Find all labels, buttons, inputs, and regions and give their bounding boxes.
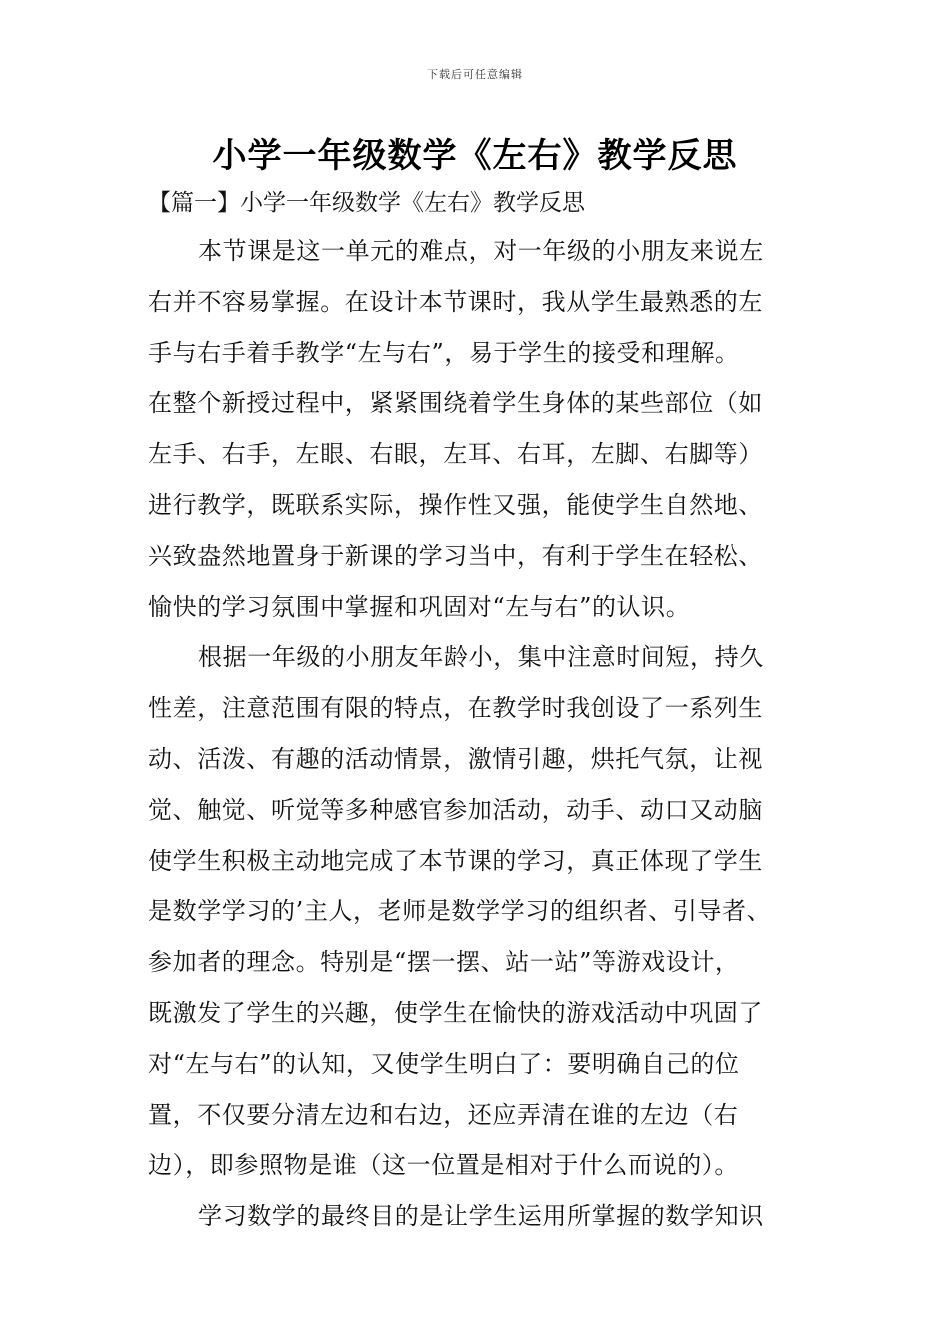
paragraph-line: 学习数学的最终目的是让学生运用所掌握的数学知识 (198, 1202, 764, 1231)
paragraph-line: 觉、触觉、听觉等多种感官参加活动，动手、动口又动脑 (148, 795, 763, 824)
paragraph-line: 右并不容易掌握。在设计本节课时，我从学生最熟悉的左 (148, 287, 763, 316)
paragraph-line: 在整个新授过程中，紧紧围绕着学生身体的某些部位（如 (148, 389, 763, 418)
paragraph-line: 性差，注意范围有限的特点，在教学时我创设了一系列生 (148, 694, 763, 723)
paragraph-line: 愉快的学习氛围中掌握和巩固对“左与右”的认识。 (148, 592, 691, 621)
header-note: 下载后可任意编辑 (427, 68, 523, 81)
paragraph-line: 动、活泼、有趣的活动情景，激情引趣，烘托气氛，让视 (148, 744, 763, 773)
paragraph-line: 左手、右手，左眼、右眼，左耳、右耳，左脚、右脚等） (148, 440, 763, 469)
paragraph-line: 边），即参照物是谁（这一位置是相对于什么而说的）。 (148, 1151, 739, 1180)
paragraph-line: 手与右手着手教学“左与右”，易于学生的接受和理解。 (148, 338, 740, 367)
paragraph-line: 是数学学习的’主人，老师是数学学习的组织者、引导者、 (148, 897, 772, 926)
paragraph-line: 使学生积极主动地完成了本节课的学习，真正体现了学生 (148, 846, 763, 875)
paragraph-line: 对“左与右”的认知，又使学生明白了：要明确自己的位 (148, 1049, 740, 1078)
body-text (148, 226, 838, 1242)
paragraph-line: 置，不仅要分清左边和右边，还应弄清在谁的左边（右 (148, 1100, 739, 1129)
page-title: 小学一年级数学《左右》教学反思 (212, 136, 738, 176)
paragraph-line: 参加者的理念。特别是“摆一摆、站一站”等游戏设计， (148, 948, 740, 977)
section-heading: 【篇一】小学一年级数学《左右》教学反思 (148, 190, 585, 216)
paragraph-line: 兴致盎然地置身于新课的学习当中，有利于学生在轻松、 (148, 541, 763, 570)
paragraph-line: 既激发了学生的兴趣，使学生在愉快的游戏活动中巩固了 (148, 998, 763, 1027)
paragraph-line: 进行教学，既联系实际，操作性又强，能使学生自然地、 (148, 490, 763, 519)
paragraph-line: 本节课是这一单元的难点，对一年级的小朋友来说左 (198, 237, 764, 265)
paragraph-line: 根据一年级的小朋友年龄小，集中注意时间短，持久 (198, 643, 764, 672)
